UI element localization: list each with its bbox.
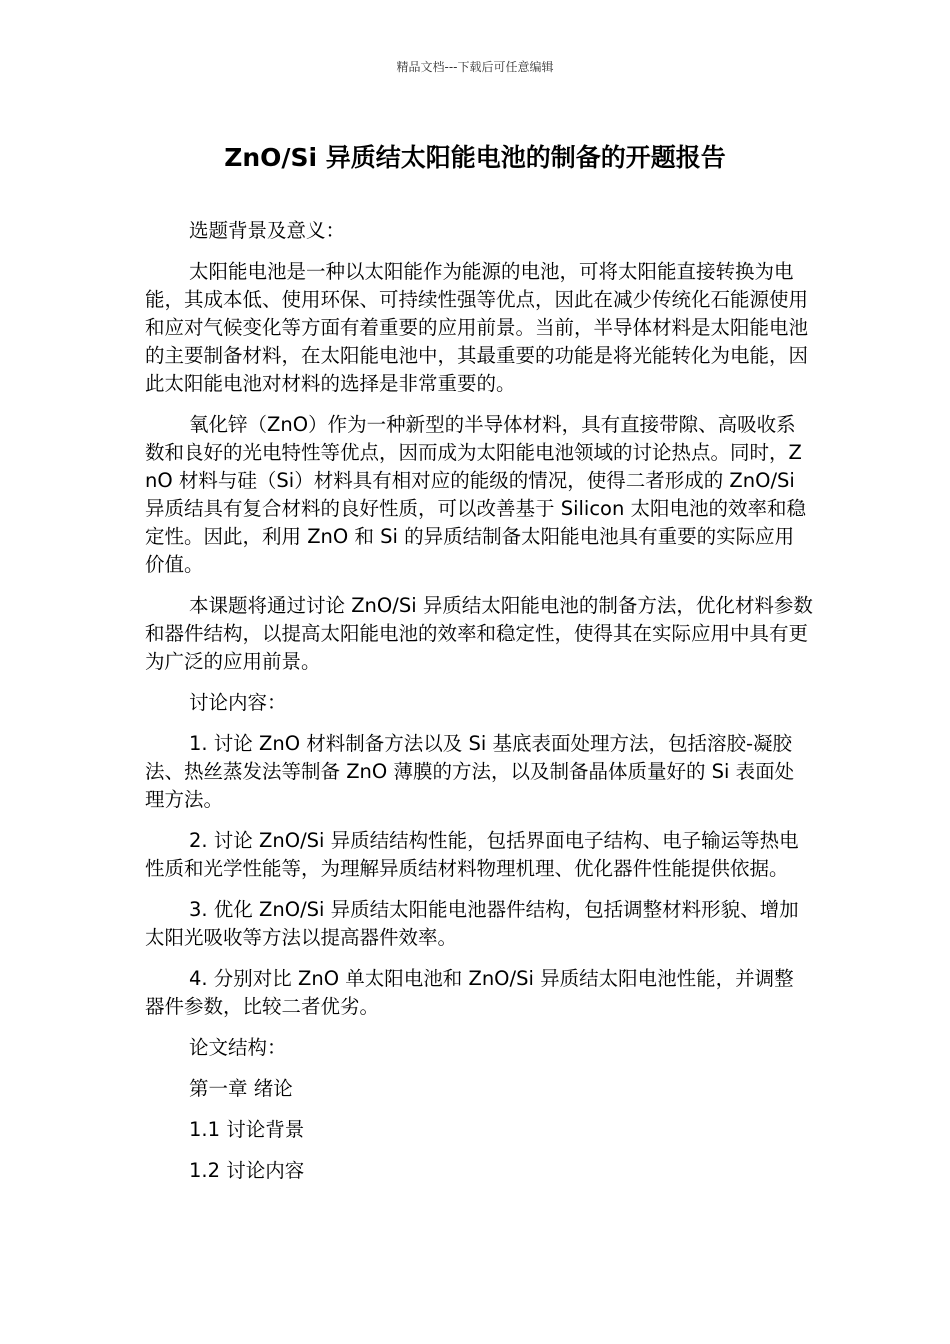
list-item-content-1: 1. 讨论 ZnO 材料制备方法以及 Si 基底表面处理方法，包括溶胶-凝胶法、热丝蒸发法等制备 ZnO 薄膜的方法，以及制备晶体质量好的 Si 表面处理方法。 (145, 732, 795, 811)
paragraph-research-goal: 本课题将通过讨论 ZnO/Si 异质结太阳能电池的制备方法，优化材料参数和器件结构，以提高太阳能电池的效率和稳定性，使得其在实际应用中具有更为广泛的应用前景。 (145, 594, 813, 673)
list-item-content-3: 3. 优化 ZnO/Si 异质结太阳能电池器件结构，包括调整材料形貌、增加太阳光吸收等方法以提高器件效率。 (145, 898, 799, 949)
outline-section-1-1: 1.1 讨论背景 (189, 1118, 305, 1141)
section-heading-content: 讨论内容： (189, 691, 287, 714)
page-header-watermark: 精品文档---下载后可任意编辑 (396, 60, 554, 74)
paragraph-solar-cell-intro: 太阳能电池是一种以太阳能作为能源的电池，可将太阳能直接转换为电能，其成本低、使用环保、可持续性强等优点，因此在减少传统化石能源使用和应对气候变化等方面有着重要的应用前景。当前，半导体材料是太阳能电池的主要制备材料，在太阳能电池中，其最重要的功能是将光能转化为电能，因此太阳能电池对材料的选择是非常重要的。 (145, 260, 809, 395)
paragraph-zno-material: 氧化锌（ZnO）作为一种新型的半导体材料，具有直接带隙、高吸收系数和良好的光电特性等优点，因而成为太阳能电池领域的讨论热点。同时，ZnO 材料与硅（Si）材料具有相对应的能级的情况，使得二者形成的 ZnO/Si 异质结具有复合材料的良好性质，可以改善基于 Silicon 太阳电池的效率和稳定性。因此，利用 ZnO 和 Si 的异质结制备太阳能电池具有重要的实际应用价值。 (145, 413, 807, 576)
document-body (145, 217, 813, 1198)
outline-section-1-2: 1.2 讨论内容 (189, 1159, 305, 1182)
document-title: ZnO/Si 异质结太阳能电池的制备的开题报告 (224, 143, 726, 172)
list-item-content-4: 4. 分别对比 ZnO 单太阳电池和 ZnO/Si 异质结太阳电池性能，并调整器件参数，比较二者优劣。 (145, 967, 794, 1018)
section-heading-background: 选题背景及意义： (189, 219, 346, 242)
list-item-content-2: 2. 讨论 ZnO/Si 异质结结构性能，包括界面电子结构、电子输运等热电性质和光学性能等，为理解异质结材料物理机理、优化器件性能提供依据。 (145, 829, 799, 880)
section-heading-structure: 论文结构： (189, 1036, 287, 1059)
outline-chapter-1: 第一章 绪论 (189, 1077, 293, 1100)
